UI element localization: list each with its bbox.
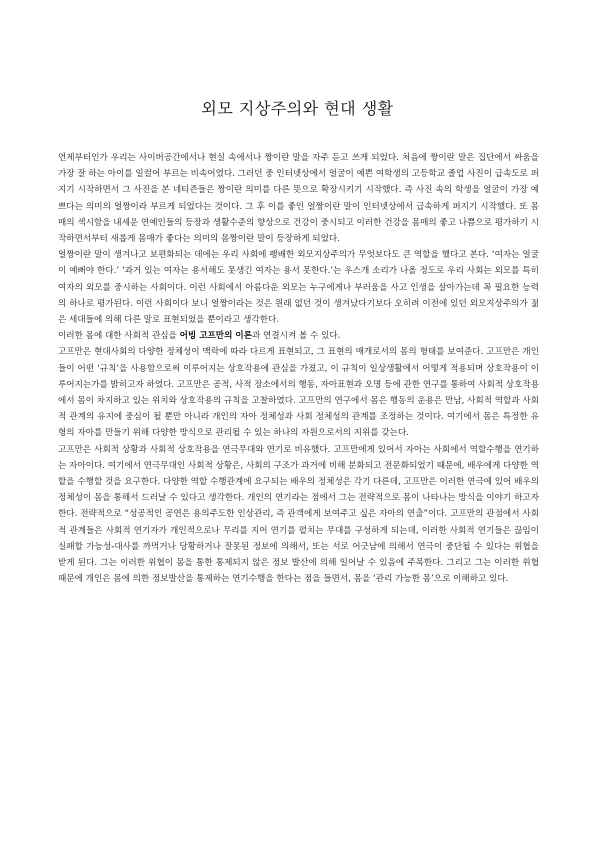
paragraph-2: 얼짱이란 말이 생겨나고 보편화되는 데에는 우리 사회에 팽배한 외모지상주의가 무엇보다도 큰 역할을 했다고 본다. ‘여자는 얼굴이 예뻐야 한다.’ ‘과거 있는 여자는 용서해도 못생긴 여자는 용서 못한다.’는 우스개 소리가 나올 정도로 우리 사회는 외모를 특히 여자의 외모를 중시하는 사회이다. 이런 사회에서 아름다운 외모는 누구에게나 부러움을 사고 인생을 살아가는데 꼭 필요한 능력의 하나로 평가된다. 이런 사회이다 보니 얼짱이라는 것은 원래 없던 것이 생겨났다기보다 오히려 이전에 있던 외모지상주의가 젊은 세대들에 의해 다른 말로 표현되었을 뿐이라고 생각한다.: [58, 250, 539, 326]
paragraph-1: 언제부터인가 우리는 사이버공간에서나 현실 속에서나 짱이란 말을 자주 듣고 쓰게 되었다. 처음에 짱이란 말은 집단에서 싸움을 가장 잘 하는 아이를 일컬어 부르는 비속어였다. 그러던 중 인터넷상에서 얼굴이 예쁜 여학생의 고등학교 졸업 사진이 급속도로 퍼지기 시작하면서 그 사진을 본 네티즌들은 짱이란 의미를 다른 뜻으로 확장시키기 시작했다. 즉 사진 속의 학생을 얼굴이 가장 예쁘다는 의미의 얼짱이라 부르게 되었다는 것이다. 그 후 이를 좋인 얼짱이란 말이 인터넷상에서 급속하게 퍼지기 시작했다. 또 몸매의 섹시함을 내세운 연예인들의 등장과 생활수준의 향상으로 건강이 중시되고 이러한 건강을 몸매의 좋고 나쁨으로 평가하기 시작하면서부터 새롭게 몸매가 좋다는 의미의 몸짱이란 말이 등장하게 되었다.: [58, 153, 539, 245]
document-body: [58, 150, 539, 587]
paragraph-4: 고프만은 현대사회의 다양한 정체성이 맥락에 따라 다르게 표현되고, 그 표현의 매개로서의 몸의 형태를 보여준다. 고프만은 개인들이 어떤 ‘규칙’을 사용함으로써 이루어지는 상호작용에 관심을 가졌고, 이 규칙이 일상생활에서 어떻게 적용되며 상호작용이 이루어지는가를 밝히고자 하였다. 고프만은 공적, 사적 장소에서의 행동, 자아표현과 오명 등에 관한 연구를 통하여 사회적 상호작용에서 몸이 차지하고 있는 위치와 상호작용의 규칙을 고찰하였다. 고프만의 연구에서 몸은 행동의 운용은 만남, 사회적 역할과 사회적 관계의 유지에 중심이 될 뿐만 아니라 개인의 자아 정체성과 사회 정체성의 관계를 조정하는 것이다. 여기에서 몸은 특정한 유형의 자아를 만들기 위해 다양한 방식으로 관리될 수 있는 하나의 자원으로서의 지위를 갖는다.: [58, 347, 539, 439]
paragraph-5: 고프만은 사회적 상황과 사회적 상호작용을 연극무대와 연기로 비유했다. 고프만에게 있어서 자아는 사회에서 역할수행을 연기하는 자아이다. 여기에서 연극무대인 사회적 상황은, 사회의 구조가 과거에 비해 분화되고 전문화되었기 때문에, 배우에게 다양한 역할을 수행할 것을 요구한다. 다양한 역할 수행관계에 요구되는 배우의 정체성은 각기 다른데, 고프만은 이러한 연극에 있어 배우의 정체성이 몸을 통해서 드러날 수 있다고 생각한다. 개인의 연기라는 점에서 그는 전략적으로 몸이 나타나는 방식을 이야기 하고자 한다. 전략적으로 “성공적인 공연은 용의주도한 인상관리, 즉 관객에게 보여주고 싶은 자아의 연출”이다. 고프만의 관점에서 사회적 관계들은 사회적 연기자가 개인적으로나 무리를 지어 연기를 펼치는 무대를 구성하게 되는데, 이러한 사회적 연기들은 끊임이 실패할 가능성-대사를 까먹거나 당황하거나 잘못된 정보에 의해서, 또는 서로 어긋남에 의해서 연극이 중단될 수 있다는 위협을 받게 된다. 그는 이러한 위협이 몸을 통한 통제되지 않은 정보 발산에 의해 일어날 수 있음에 주목한다. 그리고 그는 이러한 위협 때문에 개인은 몸에 의한 정보발산을 통제하는 연기수행을 한다는 점을 들면서, 몸을 ‘관리 가능한 몸’으로 이해하고 있다.: [58, 444, 539, 585]
paragraph-3: 이러한 몸에 대한 사회적 관심을 어빙 고프만의 이론과 연결시켜 볼 수 있다.: [58, 331, 341, 342]
document-title: 외모 지상주의와 현대 생활: [201, 99, 394, 118]
emphasis-text: 어빙 고프만의 이론: [179, 331, 252, 342]
